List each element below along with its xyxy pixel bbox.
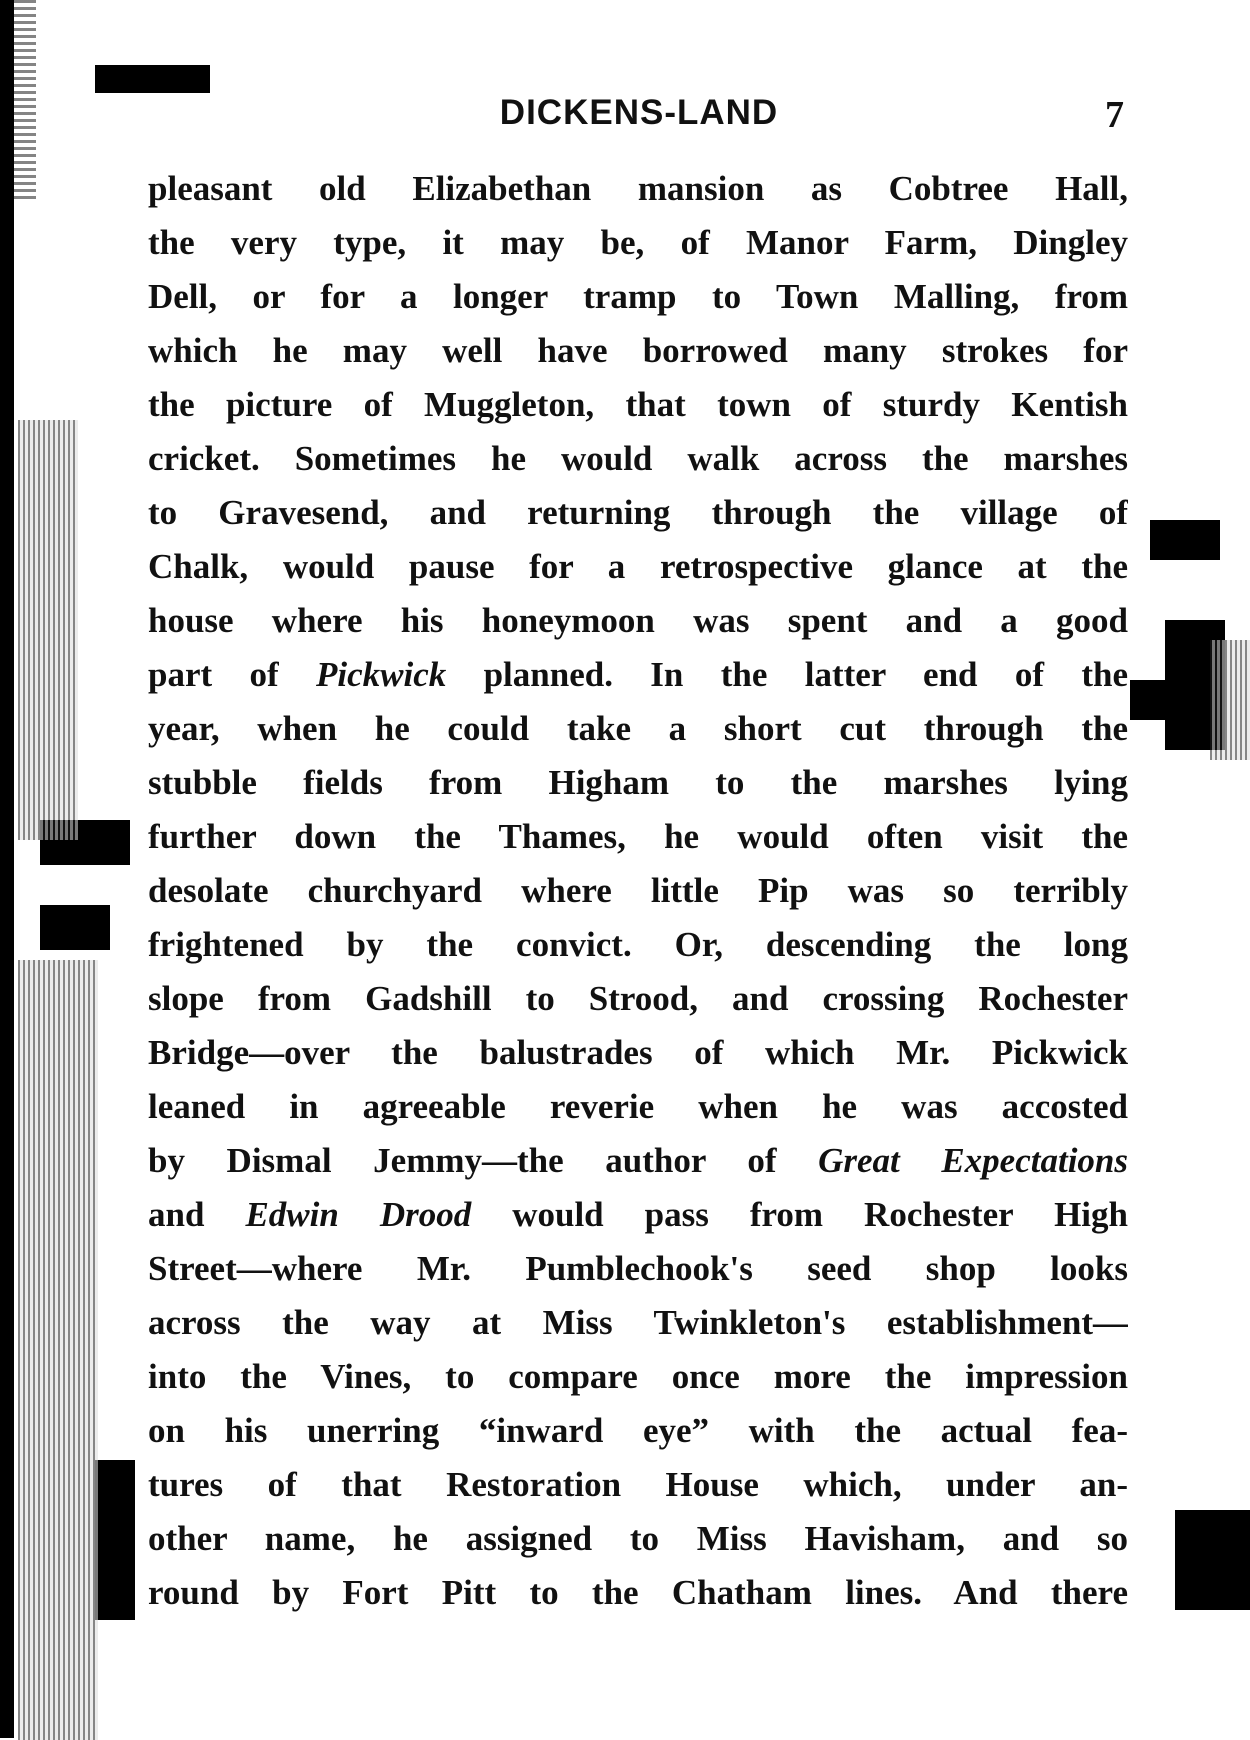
italic-title: Edwin Drood xyxy=(245,1195,472,1234)
text-segment: Chalk, would pause for a retrospective glance at the xyxy=(148,547,1128,586)
text-line xyxy=(148,756,1128,810)
text-segment: slope from Gadshill to Strood, and crossing Rochester xyxy=(148,979,1128,1018)
text-line xyxy=(148,864,1128,918)
text-line xyxy=(148,648,1128,702)
text-segment: Bridge—over the balustrades of which Mr. Pickwick xyxy=(148,1033,1128,1072)
text-segment: round by Fort Pitt to the Chatham lines. And there xyxy=(148,1573,1128,1612)
body-text xyxy=(148,162,1128,1620)
scan-speckle xyxy=(1210,640,1250,760)
scan-blot xyxy=(1150,520,1220,560)
text-line xyxy=(148,1080,1128,1134)
text-line xyxy=(148,270,1128,324)
text-line xyxy=(148,324,1128,378)
text-segment: on his unerring “inward eye” with the actual fea- xyxy=(148,1411,1128,1450)
text-segment: which he may well have borrowed many strokes for xyxy=(148,331,1128,370)
scan-blot xyxy=(1175,1510,1250,1610)
text-line xyxy=(148,1188,1128,1242)
text-segment: the picture of Muggleton, that town of sturdy Kentish xyxy=(148,385,1128,424)
text-line xyxy=(148,702,1128,756)
text-line xyxy=(148,594,1128,648)
text-segment: further down the Thames, he would often visit the xyxy=(148,817,1128,856)
text-segment: cricket. Sometimes he would walk across the marshes xyxy=(148,439,1128,478)
text-segment: year, when he could take a short cut through the xyxy=(148,709,1128,748)
scan-blot xyxy=(95,1460,135,1620)
text-segment: stubble fields from Higham to the marshes lying xyxy=(148,763,1128,802)
text-segment: desolate churchyard where little Pip was so terribly xyxy=(148,871,1128,910)
italic-title: Pickwick xyxy=(316,655,447,694)
running-head xyxy=(148,93,1130,143)
text-segment: into the Vines, to compare once more the impression xyxy=(148,1357,1128,1396)
text-segment: planned. In the latter end of the xyxy=(446,655,1128,694)
scan-blot xyxy=(40,905,110,950)
text-segment: tures of that Restoration House which, under an- xyxy=(148,1465,1128,1504)
text-segment: and xyxy=(148,1195,246,1234)
text-line xyxy=(148,1296,1128,1350)
text-segment: pleasant old Elizabethan mansion as Cobtree Hall, xyxy=(148,169,1128,208)
text-line xyxy=(148,918,1128,972)
text-line xyxy=(148,1404,1128,1458)
text-segment: house where his honeymoon was spent and a good xyxy=(148,601,1128,640)
text-line xyxy=(148,162,1128,216)
text-line xyxy=(148,1512,1128,1566)
text-segment: other name, he assigned to Miss Havisham, and so xyxy=(148,1519,1128,1558)
text-line xyxy=(148,972,1128,1026)
text-segment: Dell, or for a longer tramp to Town Malling, from xyxy=(148,277,1128,316)
text-line xyxy=(148,540,1128,594)
text-segment: to Gravesend, and returning through the village of xyxy=(148,493,1128,532)
scan-blot xyxy=(1130,680,1170,720)
running-title: DICKENS-LAND xyxy=(499,93,779,132)
binding-shadow xyxy=(0,0,14,1738)
text-segment: would pass from Rochester High xyxy=(471,1195,1128,1234)
text-line xyxy=(148,378,1128,432)
page-number: 7 xyxy=(1105,94,1124,136)
text-line xyxy=(148,486,1128,540)
text-segment: the very type, it may be, of Manor Farm, Dingley xyxy=(148,223,1128,262)
text-line xyxy=(148,1242,1128,1296)
scan-speckle xyxy=(18,420,78,840)
text-line xyxy=(148,1134,1128,1188)
text-line xyxy=(148,1458,1128,1512)
text-segment: frightened by the convict. Or, descending the long xyxy=(148,925,1128,964)
text-segment: part of xyxy=(148,655,316,694)
scan-blot xyxy=(95,65,210,93)
text-segment: leaned in agreeable reverie when he was accosted xyxy=(148,1087,1128,1126)
text-segment: across the way at Miss Twinkleton's establishment— xyxy=(148,1303,1128,1342)
italic-title: Great Expectations xyxy=(818,1141,1128,1180)
text-line xyxy=(148,432,1128,486)
scan-speckle xyxy=(18,960,98,1740)
text-line xyxy=(148,1026,1128,1080)
text-line xyxy=(148,1350,1128,1404)
text-segment: Street—where Mr. Pumblechook's seed shop looks xyxy=(148,1249,1128,1288)
text-line xyxy=(148,1566,1128,1620)
binding-speckle xyxy=(14,0,36,200)
text-segment: by Dismal Jemmy—the author of xyxy=(148,1141,819,1180)
text-line xyxy=(148,216,1128,270)
text-line xyxy=(148,810,1128,864)
